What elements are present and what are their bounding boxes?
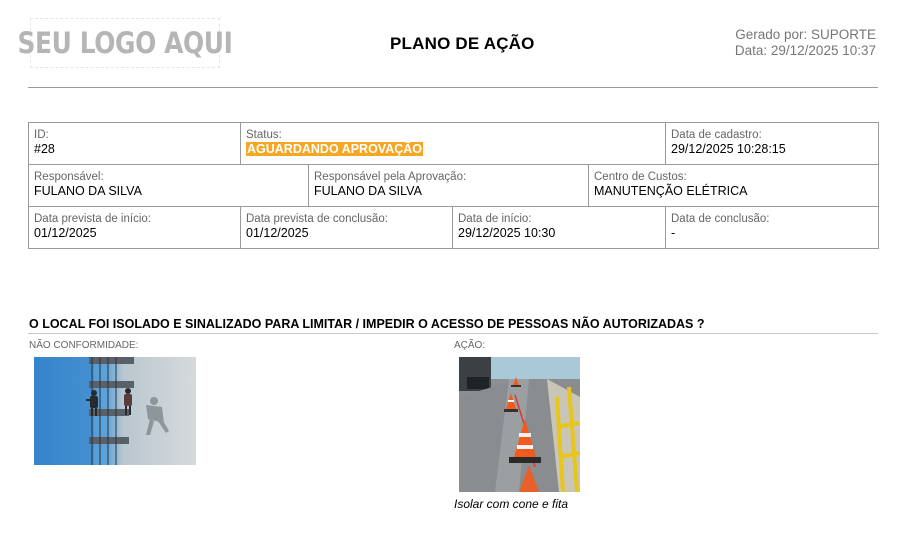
end-label: Data de conclusão: <box>671 213 770 225</box>
cell-status <box>241 123 666 165</box>
action-photo <box>459 357 580 492</box>
cell-end <box>666 207 879 249</box>
info-row <box>29 123 879 165</box>
id-value: #28 <box>34 142 55 156</box>
generated-by: Gerado por: SUPORTE <box>735 27 876 42</box>
created-label: Data de cadastro: <box>671 129 762 141</box>
status-label: Status: <box>246 129 282 141</box>
approver-label: Responsável pela Aprovação: <box>314 171 467 183</box>
action-caption: Isolar com cone e fita <box>454 497 569 511</box>
generated-date: Data: 29/12/2025 10:37 <box>734 43 876 58</box>
status-badge: AGUARDANDO APROVAÇÃO <box>247 142 422 156</box>
start-value: 29/12/2025 10:30 <box>458 226 556 240</box>
cell-id <box>29 123 241 165</box>
generation-info <box>735 27 876 59</box>
cell-responsible <box>29 165 309 207</box>
created-value: 29/12/2025 10:28:15 <box>671 142 786 156</box>
cell-approver <box>309 165 589 207</box>
company-logo-placeholder <box>17 18 233 68</box>
header-divider <box>28 87 878 88</box>
responsible-label: Responsável: <box>34 171 104 183</box>
section-question: O LOCAL FOI ISOLADO E SINALIZADO PARA LIMITAR / IMPEDIR O ACESSO DE PESSOAS NÃO AUTORIZADAS ? <box>29 317 705 331</box>
logo-text: SEU LOGO AQUI <box>17 26 233 60</box>
info-table <box>28 122 879 249</box>
planned-end-label: Data prevista de conclusão: <box>246 213 388 225</box>
cost-center-label: Centro de Custos: <box>594 171 687 183</box>
nonconformity-label: NÃO CONFORMIDADE: <box>29 340 139 351</box>
planned-end-value: 01/12/2025 <box>246 226 309 240</box>
cost-center-value: MANUTENÇÃO ELÉTRICA <box>594 184 748 198</box>
cell-created <box>666 123 879 165</box>
end-value: - <box>671 226 676 240</box>
section-divider <box>28 333 878 334</box>
action-label: AÇÃO: <box>454 340 486 351</box>
cell-planned-start <box>29 207 241 249</box>
planned-start-value: 01/12/2025 <box>34 226 97 240</box>
cell-planned-end <box>241 207 453 249</box>
start-label: Data de início: <box>458 213 532 225</box>
info-row <box>29 207 879 249</box>
responsible-value: FULANO DA SILVA <box>34 184 142 198</box>
id-label: ID: <box>34 129 49 141</box>
planned-start-label: Data prevista de início: <box>34 213 151 225</box>
cell-start <box>453 207 666 249</box>
cell-cost-center <box>589 165 879 207</box>
page-title: PLANO DE AÇÃO <box>390 34 535 53</box>
nonconformity-photo <box>34 357 196 465</box>
approver-value: FULANO DA SILVA <box>314 184 422 198</box>
info-row <box>29 165 879 207</box>
